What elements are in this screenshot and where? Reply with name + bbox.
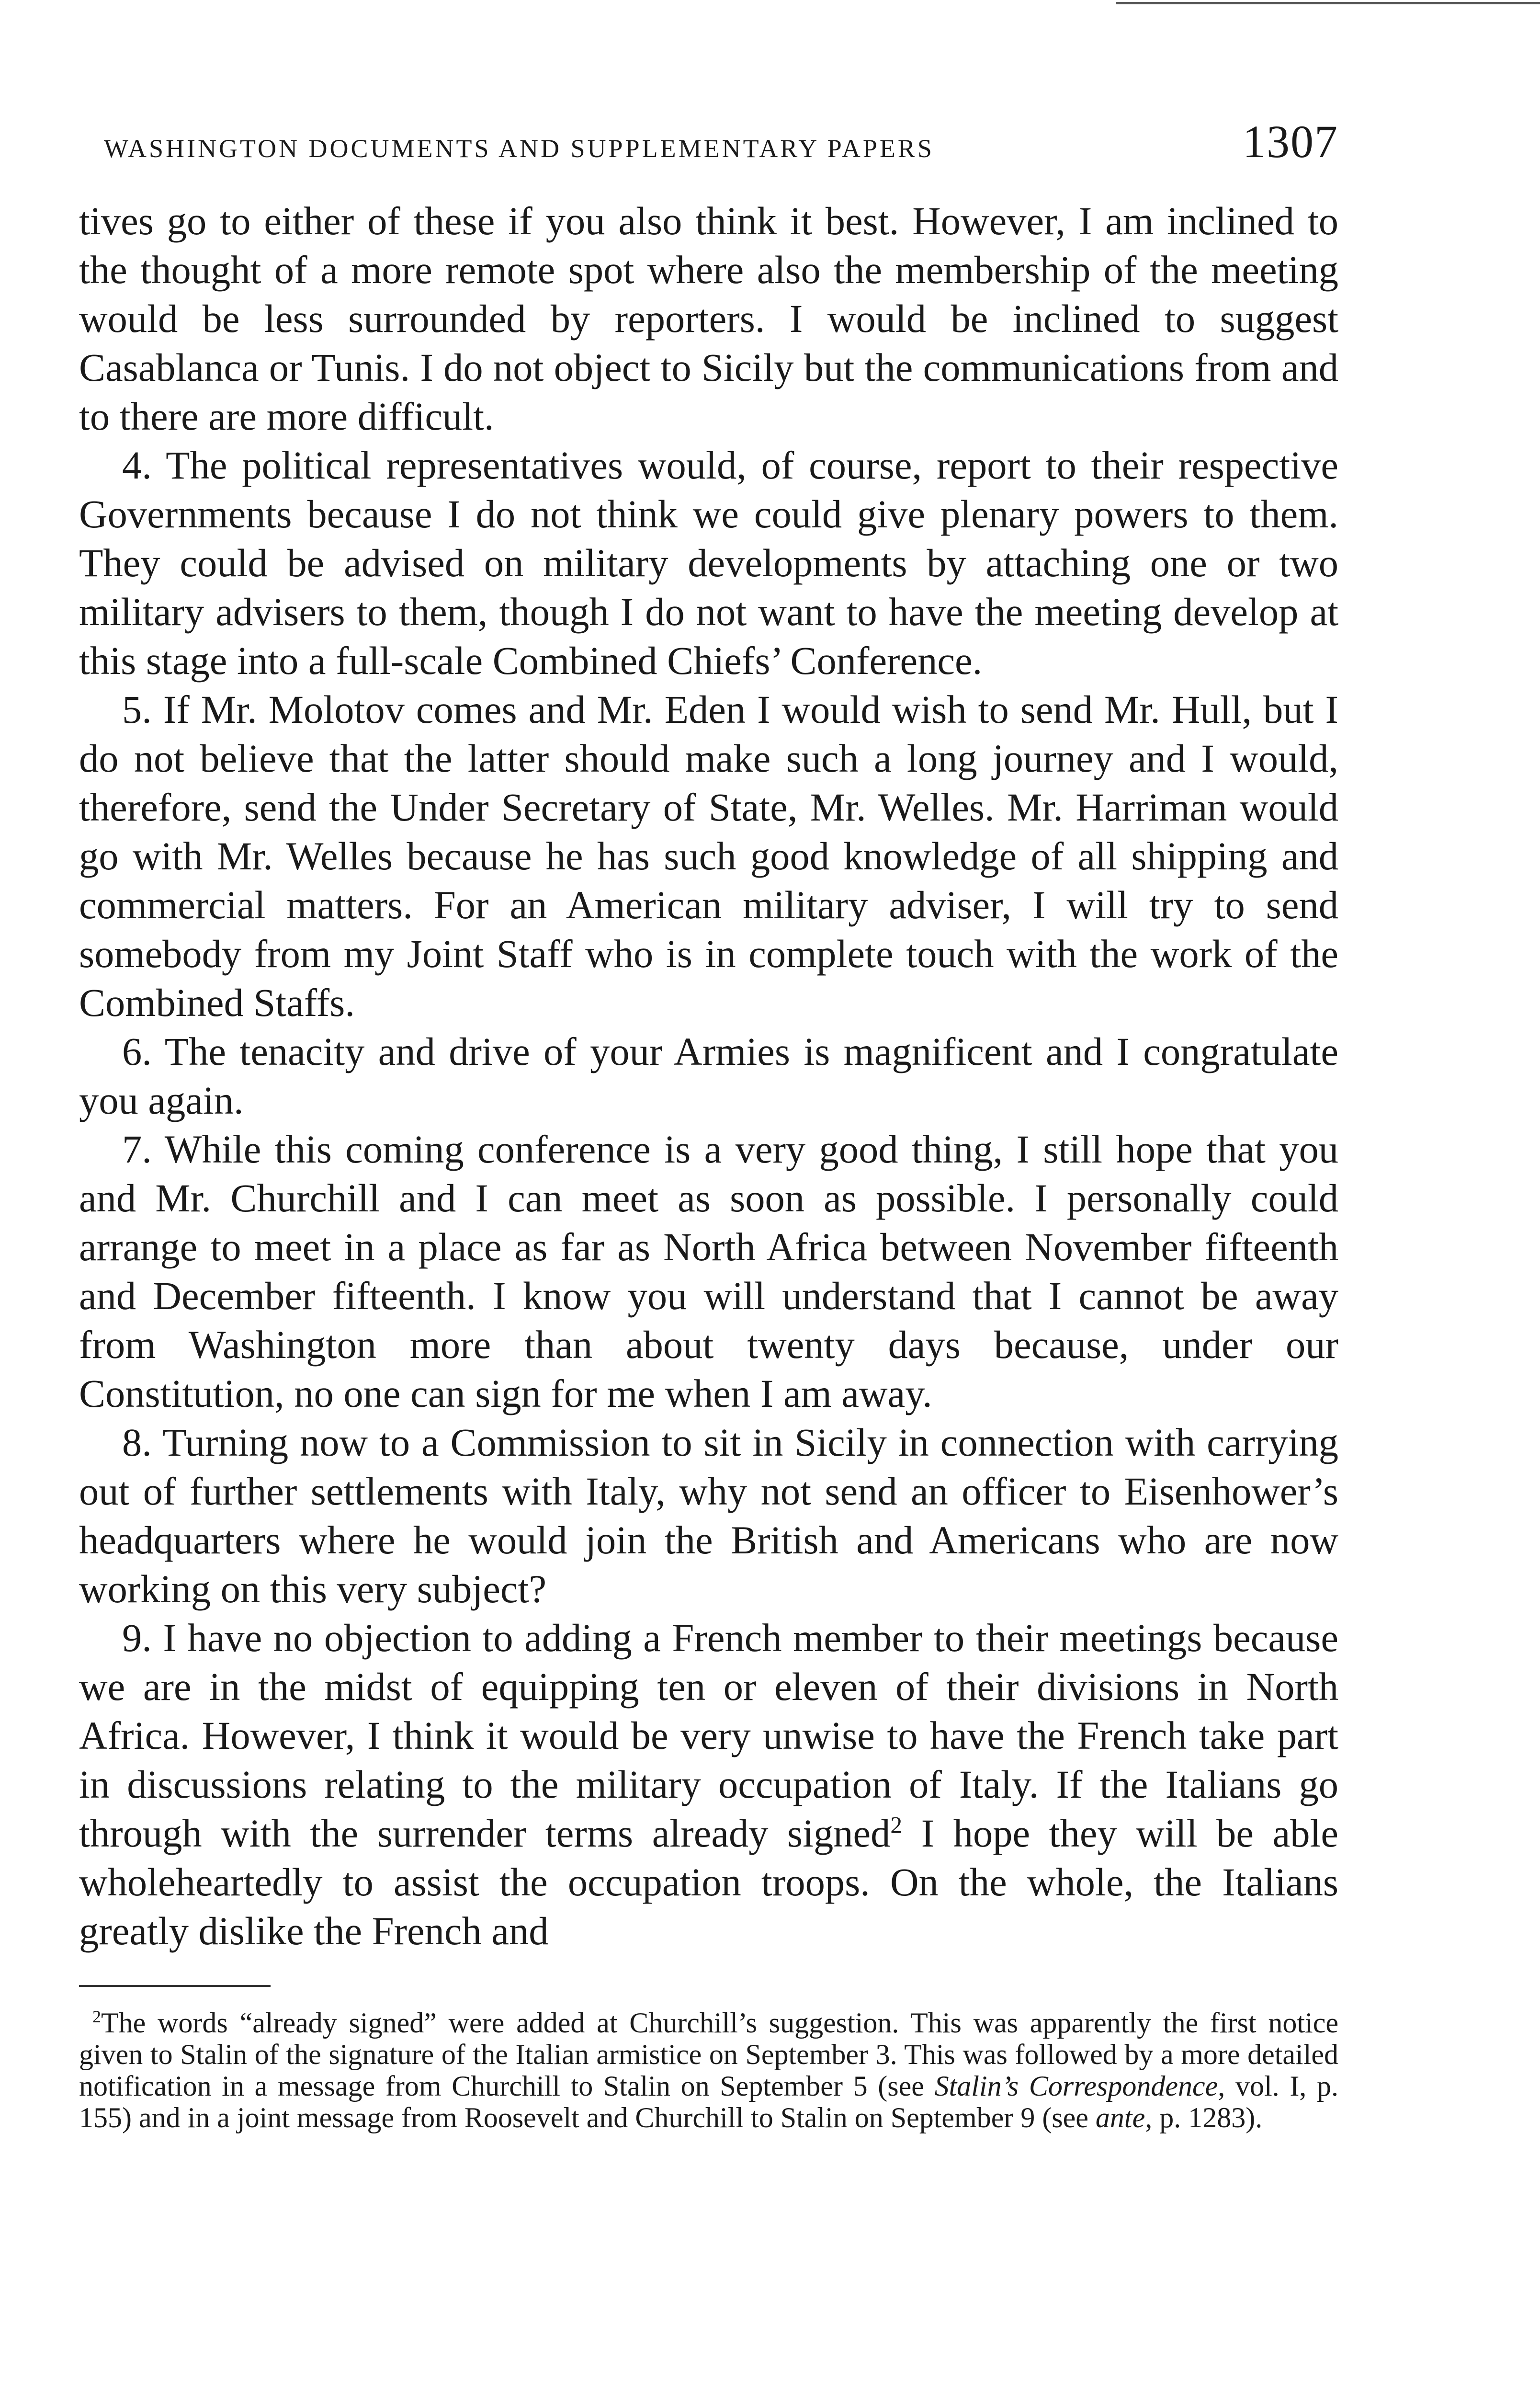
footnote-2-text-c: , p. 1283). bbox=[1145, 2102, 1263, 2133]
paragraph-continued: tives go to either of these if you also think it best. However, I am inclined to the thought of a more remote spot where also the membership of the meeting would be less surrounded by reporters. I would be inclined to suggest Casablanca or Tunis. I do not object to Sicily but the communications from and to there are more difficult. bbox=[79, 199, 1338, 438]
paragraph-5: 5. If Mr. Molotov comes and Mr. Eden I would wish to send Mr. Hull, but I do not believe that the latter should make such a long journey and I would, therefore, send the Under Secretary of State, Mr. Welles. Mr. Harriman would go with Mr. Welles because he has such good knowledge of all shipping and commercial matters. For an American military adviser, I will try to send somebody from my Joint Staff who is in complete touch with the work of the Combined Staffs. bbox=[79, 687, 1338, 1025]
paragraph-9-text-b: I hope they will be able wholeheartedly to assist the occupation troops. On the whole, the Italians greatly dislike the French and bbox=[79, 1811, 1339, 1953]
footnote-2 bbox=[79, 2007, 1338, 2133]
footnote-marker: 2 bbox=[92, 2007, 101, 2026]
main-text bbox=[79, 196, 1338, 1955]
paragraph-4: 4. The political representatives would, of course, report to their respective Governments because I do not think we could give plenary powers to them. They could be advised on military developments by attaching one or two military advisers to them, though I do not want to have the meeting develop at this stage into a full-scale Combined Chiefs’ Conference. bbox=[79, 443, 1338, 683]
page-number: 1307 bbox=[1243, 116, 1338, 167]
book-page bbox=[79, 115, 1338, 2133]
paragraph-9-text-a: 9. I have no objection to adding a French member to their meetings because we are in the midst of equipping ten or eleven of their divisions in North Africa. However, I think it would be very unwise to have the French take part in discussions relating to the military occupation of Italy. If the Italians go through with the surrender terms already signed bbox=[79, 1616, 1338, 1855]
footnote-divider bbox=[79, 1985, 271, 1987]
running-title: WASHINGTON DOCUMENTS AND SUPPLEMENTARY PAPERS bbox=[104, 134, 934, 163]
running-header bbox=[79, 115, 1338, 196]
footnote-2-text-b: , vol. I, p. 155) and in a joint message from Roosevelt and Churchill to Stalin on September 9 (see bbox=[79, 2070, 1338, 2133]
footnote-2-cited-title: Stalin’s Correspondence bbox=[934, 2070, 1218, 2102]
footnote-reference-2[interactable]: 2 bbox=[890, 1812, 903, 1838]
paragraph-8: 8. Turning now to a Commission to sit in Sicily in connection with carrying out of further settlements with Italy, why not send an officer to Eisenhower’s headquarters where he would join the British and Americans who are now working on this very subject? bbox=[79, 1420, 1338, 1611]
top-edge-rule bbox=[1116, 2, 1540, 4]
footnotes bbox=[79, 2007, 1338, 2133]
paragraph-6: 6. The tenacity and drive of your Armies is magnificent and I congratulate you again. bbox=[79, 1029, 1338, 1122]
paragraph-9 bbox=[79, 1613, 1338, 1955]
paragraph-7: 7. While this coming conference is a very good thing, I still hope that you and Mr. Churchill and I can meet as soon as possible. I personally could arrange to meet in a place as far as North Africa between November fifteenth and December fifteenth. I know you will understand that I cannot be away from Washington more than about twenty days because, under our Constitution, no one can sign for me when I am away. bbox=[79, 1127, 1338, 1415]
footnote-2-ante: ante bbox=[1095, 2102, 1145, 2133]
footnote-2-text-a: The words “already signed” were added at Churchill’s suggestion. This was apparently the first notice given to Stalin of the signature of the Italian armistice on September 3. This was followed by a more detailed notification in a message from Churchill to Stalin on September 5 (see bbox=[79, 2007, 1338, 2102]
